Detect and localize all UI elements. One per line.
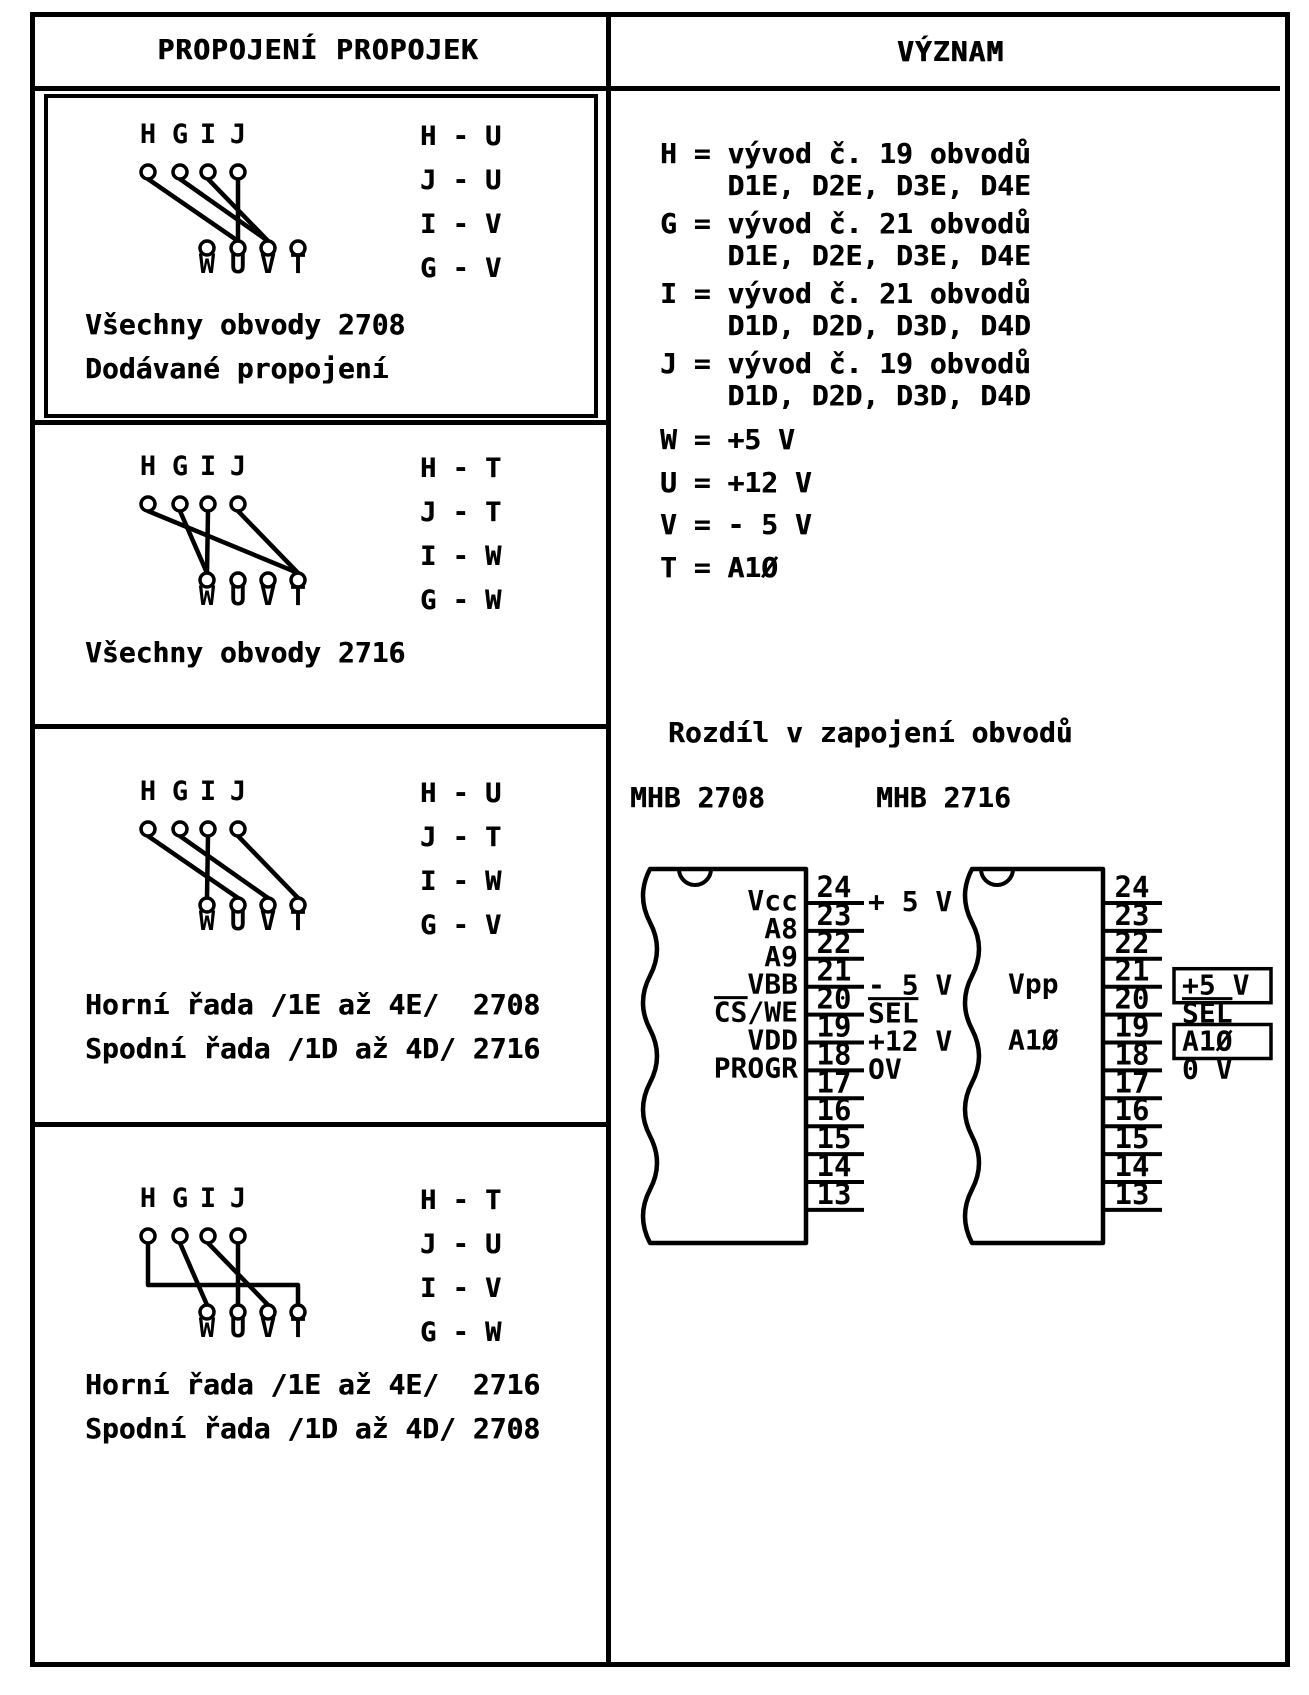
pin-label-bottom: V — [259, 906, 277, 937]
connection-item: G - V — [420, 253, 502, 284]
pin-label-top: H — [139, 119, 157, 150]
row-divider-1 — [30, 420, 611, 425]
pin-number: 23 — [1114, 897, 1150, 932]
pin-number: 24 — [816, 870, 852, 904]
pin-label-bottom: W — [198, 906, 216, 937]
pin-definition — [660, 208, 1031, 272]
jumper-wire — [207, 511, 208, 573]
pin-number: 22 — [1114, 925, 1150, 960]
pin-definition-line1: J = vývod č. 19 obvodů — [660, 347, 1031, 380]
pin-number: 18 — [816, 1037, 852, 1072]
pin-definition-line2: D1E, D2E, D3E, D4E — [727, 239, 1031, 272]
pin-pad — [141, 497, 155, 511]
pin-number: 16 — [1114, 1093, 1150, 1128]
pin-label-top: I — [199, 119, 217, 150]
signal-definition: T = A1Ø — [660, 550, 779, 584]
connection-item: J - T — [420, 497, 502, 528]
jumper-wire — [180, 1243, 207, 1305]
pin-label-external: + 5 V — [868, 885, 953, 918]
connection-item: I - W — [420, 541, 502, 572]
caption-line: Všechny obvody 2716 — [85, 636, 406, 669]
connection-item: H - U — [420, 778, 502, 809]
pin-label-external: +5 V — [1182, 968, 1250, 1002]
pin-pad — [231, 165, 245, 179]
pin-label-bottom: T — [289, 249, 307, 280]
pin-label-top: H — [139, 451, 157, 482]
difference-title: Rozdíl v zapojení obvodů — [668, 716, 1073, 749]
pin-definition-line2: D1D, D2D, D3D, D4D — [727, 379, 1031, 412]
pin-label-external: SEL — [868, 996, 919, 1030]
pin-label-bottom: U — [229, 1313, 247, 1344]
row-divider-3 — [30, 1122, 611, 1127]
pin-number: 18 — [1114, 1037, 1150, 1072]
pin-pad — [173, 1229, 187, 1243]
pin-label-top: J — [229, 451, 247, 482]
pin-pad — [173, 497, 187, 511]
column-header-right: VÝZNAM — [896, 35, 1005, 68]
connection-item: G - W — [420, 585, 502, 616]
pin-label-top: I — [199, 451, 217, 482]
pin-label-bottom: W — [198, 1313, 216, 1344]
pin-number: 20 — [1114, 981, 1150, 1016]
pin-number: 24 — [1114, 870, 1150, 904]
pin-definition — [660, 278, 1031, 342]
pin-number: 15 — [816, 1121, 852, 1156]
jumper-wire — [148, 1243, 298, 1305]
pin-label-bottom: U — [229, 249, 247, 280]
pin-number: 13 — [1114, 1176, 1150, 1211]
pin-label-bottom: U — [229, 581, 247, 612]
pin-label-external: +12 V — [868, 1024, 953, 1058]
pin-label-top: J — [229, 776, 247, 807]
pin-definition — [660, 348, 1031, 412]
connection-item: H - U — [420, 121, 502, 152]
jumper-wire — [180, 511, 207, 573]
signal-definition: V = - 5 V — [660, 508, 812, 541]
chip-title: MHB 2708 — [630, 781, 765, 814]
pin-pad — [201, 497, 215, 511]
pin-pad — [231, 497, 245, 511]
pin-number: 19 — [1114, 1009, 1150, 1044]
pin-label-internal: A9 — [764, 939, 798, 973]
pin-label-bottom: V — [259, 249, 277, 280]
pin-number: 13 — [816, 1176, 852, 1211]
signal-definition: U = +12 V — [660, 465, 812, 499]
caption-line: Všechny obvody 2708 — [85, 308, 406, 341]
pin-pad — [201, 165, 215, 179]
pin-number: 21 — [816, 953, 852, 988]
jumper-diagram-1 — [100, 119, 360, 290]
caption-line: Dodávané propojení — [85, 352, 389, 385]
pin-number: 16 — [816, 1093, 852, 1128]
pin-pad — [141, 1229, 155, 1243]
pin-definition-line1: I = vývod č. 21 obvodů — [660, 277, 1031, 310]
jumper-wire — [238, 836, 298, 898]
pin-number: 15 — [1114, 1121, 1150, 1156]
pin-label-external: - 5 V — [868, 968, 953, 1002]
pin-label-internal: A8 — [764, 911, 798, 945]
connection-item: H - T — [420, 1185, 502, 1216]
pin-number: 21 — [1114, 953, 1150, 988]
pin-label-top: J — [229, 1183, 247, 1214]
pin-label-top: H — [139, 1183, 157, 1214]
column-divider — [606, 12, 611, 1662]
pin-number: 17 — [816, 1065, 852, 1100]
pin-label-internal: Vcc — [747, 884, 798, 917]
caption-line: Horní řada /1E až 4E/ 2708 — [85, 988, 541, 1021]
pin-number: 19 — [816, 1009, 852, 1044]
pin-pad — [231, 1229, 245, 1243]
connection-item: J - U — [420, 165, 502, 196]
pin-definition-line1: G = vývod č. 21 obvodů — [660, 207, 1031, 240]
pin-label-bottom: T — [289, 581, 307, 612]
pin-label-bottom: T — [289, 1313, 307, 1344]
pin-label-external: 0 V — [1182, 1052, 1233, 1086]
connection-item: G - V — [420, 910, 502, 941]
pin-label-bottom: V — [259, 1313, 277, 1344]
pin-label-bottom: T — [289, 906, 307, 937]
pin-label-external: OV — [868, 1052, 902, 1086]
pin-pad — [141, 822, 155, 836]
pin-pad — [201, 1229, 215, 1243]
pin-label-internal: VDD — [747, 1023, 798, 1057]
pin-pad — [201, 822, 215, 836]
pin-definition-line2: D1D, D2D, D3D, D4D — [727, 309, 1031, 342]
pin-label-top: G — [171, 776, 189, 807]
pin-label-internal: PROGR — [713, 1051, 798, 1085]
pin-number: 14 — [1114, 1149, 1150, 1183]
pin-label-external: A1Ø — [1182, 1024, 1233, 1058]
jumper-diagram-3 — [100, 776, 360, 947]
pin-number: 20 — [816, 981, 852, 1016]
pin-label-internal: Vpp — [1008, 967, 1059, 1001]
pin-number: 22 — [816, 925, 852, 960]
pin-label-top: I — [199, 1183, 217, 1214]
pin-definition-line2: D1E, D2E, D3E, D4E — [727, 169, 1031, 202]
pin-definition — [660, 138, 1031, 202]
pin-label-bottom: W — [198, 581, 216, 612]
connection-item: I - V — [420, 209, 502, 240]
pin-label-bottom: V — [259, 581, 277, 612]
pin-number: 17 — [1114, 1065, 1150, 1100]
connection-item: I - V — [420, 1273, 502, 1304]
chip-title: MHB 2716 — [876, 781, 1011, 814]
caption-line: Spodní řada /1D až 4D/ 2716 — [85, 1032, 541, 1065]
pin-label-internal: CS/WE — [713, 995, 798, 1029]
jumper-wire — [148, 511, 298, 573]
pin-number: 23 — [816, 897, 852, 932]
pin-label-top: I — [199, 776, 217, 807]
pin-label-bottom: U — [229, 906, 247, 937]
chip-notch — [981, 869, 1013, 885]
pin-pad — [173, 822, 187, 836]
column-header-left: PROPOJENÍ PROPOJEK — [157, 33, 479, 66]
connection-item: J - T — [420, 822, 502, 853]
pin-label-top: H — [139, 776, 157, 807]
pin-pad — [141, 165, 155, 179]
row-divider-2 — [30, 724, 611, 729]
pin-label-bottom: W — [198, 249, 216, 280]
jumper-diagram-4 — [100, 1183, 360, 1354]
header-underline — [30, 86, 1280, 91]
connection-item: G - W — [420, 1317, 502, 1348]
chip-svg-layer — [600, 855, 1309, 1285]
pin-definition-line1: H = vývod č. 19 obvodů — [660, 137, 1031, 170]
pin-number: 14 — [816, 1149, 852, 1183]
caption-line: Horní řada /1E až 4E/ 2716 — [85, 1368, 541, 1401]
jumper-wire — [207, 836, 208, 898]
pin-label-top: G — [171, 1183, 189, 1214]
caption-line: Spodní řada /1D až 4D/ 2708 — [85, 1412, 541, 1445]
pin-label-top: G — [171, 451, 189, 482]
pin-label-external: SEL — [1182, 996, 1233, 1030]
chip-notch — [679, 869, 711, 885]
pin-pad — [231, 822, 245, 836]
pin-label-top: G — [171, 119, 189, 150]
pin-label-internal: A1Ø — [1008, 1023, 1059, 1057]
pin-label-internal: VBB — [747, 967, 798, 1001]
connection-item: H - T — [420, 453, 502, 484]
jumper-wire — [238, 511, 298, 573]
jumper-diagram-2 — [100, 451, 360, 622]
connection-item: I - W — [420, 866, 502, 897]
signal-definition: W = +5 V — [660, 423, 795, 456]
connection-item: J - U — [420, 1229, 502, 1260]
pin-pad — [173, 165, 187, 179]
pin-label-top: J — [229, 119, 247, 150]
